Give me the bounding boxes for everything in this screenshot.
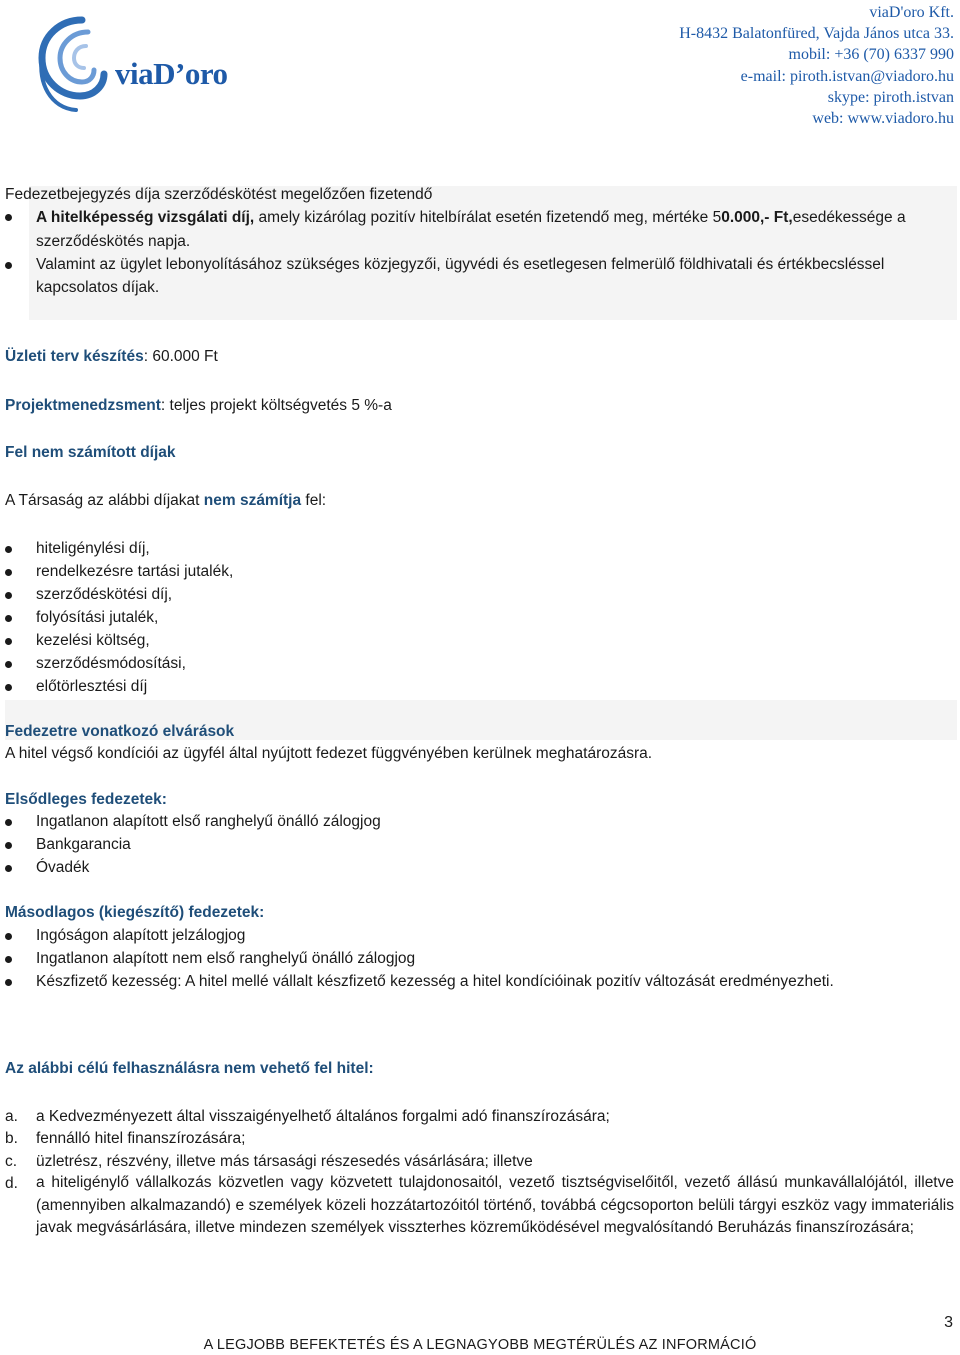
bullet-icon: [5, 592, 12, 599]
fee-item-1-line2: szerződéskötés napja.: [36, 233, 191, 250]
bullet-icon: [5, 684, 12, 691]
footer-slogan: A LEGJOBB BEFEKTETÉS ÉS A LEGNAGYOBB MEGTÉRÜLÉS AZ INFORMÁCIÓ: [203, 1337, 757, 1353]
collateral-heading: Fedezetre vonatkozó elvárások: [5, 723, 235, 740]
bullet-icon: [5, 661, 12, 668]
bullet-icon: [5, 819, 12, 826]
bullet-icon: [5, 569, 12, 576]
bullet-icon: [5, 956, 12, 963]
company-email[interactable]: e-mail: piroth.istvan@viadoro.hu: [740, 67, 954, 85]
fees-intro: Fedezetbejegyzés díja szerződéskötést megelőzően fizetendő: [5, 186, 433, 203]
header-contact: [534, 2, 954, 129]
not-charged-intro-b: nem számítja: [203, 492, 302, 509]
bullet-icon: [5, 979, 12, 986]
list-marker: a.: [5, 1108, 18, 1125]
bullet-icon: [5, 615, 12, 622]
page-number: 3: [944, 1314, 953, 1331]
company-mobile: mobil: +36 (70) 6337 990: [788, 46, 954, 64]
list-marker: b.: [5, 1130, 18, 1147]
not-charged-intro: [5, 490, 326, 512]
list-item: üzletrész, részvény, illetve más társasági részesedés vásárlására; illetve: [36, 1153, 533, 1170]
list-marker: d.: [5, 1175, 18, 1192]
list-item: előtörlesztési díj: [36, 678, 148, 695]
company-website[interactable]: web: www.viadoro.hu: [812, 110, 954, 128]
secondary-collateral-heading: Másodlagos (kiegészítő) fedezetek:: [5, 904, 265, 921]
list-item: rendelkezésre tartási jutalék,: [36, 563, 234, 580]
list-item: folyósítási jutalék,: [36, 609, 159, 626]
list-item: a hiteligénylő vállalkozás közvetlen vagy közvetett tulajdonosaitól, vezető tisztségviselőitől, vezető állású munkavállalójától, illetve (amennyiben alkalmazandó) e személyek közeli hozzátartozóitól történő, továbbá cégcsoporton belüli tárgyi eszköz vagy immateriális javak megvásárlására, illetve mindezen személyek visszterhes közreműködésével megvalósítandó Beruházás finanszírozására;: [36, 1174, 954, 1236]
fee-item-2-line2: kapcsolatos díjak.: [36, 279, 160, 296]
business-plan-value: : 60.000 Ft: [143, 348, 218, 365]
list-item: szerződéskötési díj,: [36, 586, 173, 603]
project-management-value: : teljes projekt költségvetés 5 %-a: [160, 397, 392, 414]
project-management-label: Projektmenedzsment: [5, 397, 161, 414]
list-item: szerződésmódosítási,: [36, 655, 186, 672]
fee-item-1-amount: 0.000,- Ft,: [721, 209, 793, 226]
list-item: Készfizető kezesség: A hitel mellé vállalt készfizető kezesség a hitel kondícióinak pozitív változását eredményezheti.: [36, 973, 834, 990]
list-item: Óvadék: [36, 859, 90, 876]
bullet-icon: [5, 638, 12, 645]
company-skype: skype: piroth.istvan: [827, 88, 954, 106]
list-marker: c.: [5, 1153, 18, 1170]
collateral-text: A hitel végső kondíciói az ügyfél által nyújtott fedezet függvényében kerülnek meghatározásra.: [5, 745, 653, 762]
list-item: Ingóságon alapított jelzálogjog: [36, 927, 246, 944]
list-item: Ingatlanon alapított nem első ranghelyű önálló zálogjog: [36, 950, 416, 967]
list-item: kezelési költség,: [36, 632, 150, 649]
bullet-icon: [5, 933, 12, 940]
primary-collateral-heading: Elsődleges fedezetek:: [5, 791, 167, 808]
business-plan: [5, 346, 218, 368]
fee-item-1-tail: esedékessége a: [792, 209, 906, 226]
bullet-icon: [5, 262, 12, 269]
fee-item-1-text: amely kizárólag pozitív hitelbírálat esetén fizetendő meg, mértéke 5: [254, 209, 722, 226]
excluded-heading: Az alábbi célú felhasználásra nem vehető fel hitel:: [5, 1060, 374, 1077]
fee-item-2-line1: Valamint az ügylet lebonyolításához szükséges közjegyzői, ügyvédi és esetlegesen felmerülő földhivatali és értékbecsléssel: [36, 256, 885, 273]
bullet-icon: [5, 842, 12, 849]
not-charged-intro-c: fel:: [301, 492, 327, 509]
not-charged-intro-a: A Társaság az alábbi díjakat: [5, 492, 204, 509]
bullet-icon: [5, 865, 12, 872]
company-address: H-8432 Balatonfüred, Vajda János utca 33.: [679, 25, 954, 43]
list-item: fennálló hitel finanszírozására;: [36, 1130, 246, 1147]
company-name: viaD'oro Kft.: [869, 4, 954, 21]
not-charged-heading: Fel nem számított díjak: [5, 444, 176, 461]
bullet-icon: [5, 546, 12, 553]
logo-text: viaD’oro: [115, 56, 228, 91]
list-item: Bankgarancia: [36, 836, 131, 853]
list-item: a Kedvezményezett által visszaigényelhető általános forgalmi adó finanszírozására;: [36, 1108, 610, 1125]
bullet-icon: [5, 214, 12, 221]
list-item: hiteligénylési díj,: [36, 540, 150, 557]
fee-item-1-bold: A hitelképesség vizsgálati díj,: [36, 209, 255, 226]
business-plan-label: Üzleti terv készítés: [5, 348, 144, 365]
list-item: Ingatlanon alapított első ranghelyű önálló zálogjog: [36, 813, 381, 830]
project-management: [5, 395, 392, 417]
